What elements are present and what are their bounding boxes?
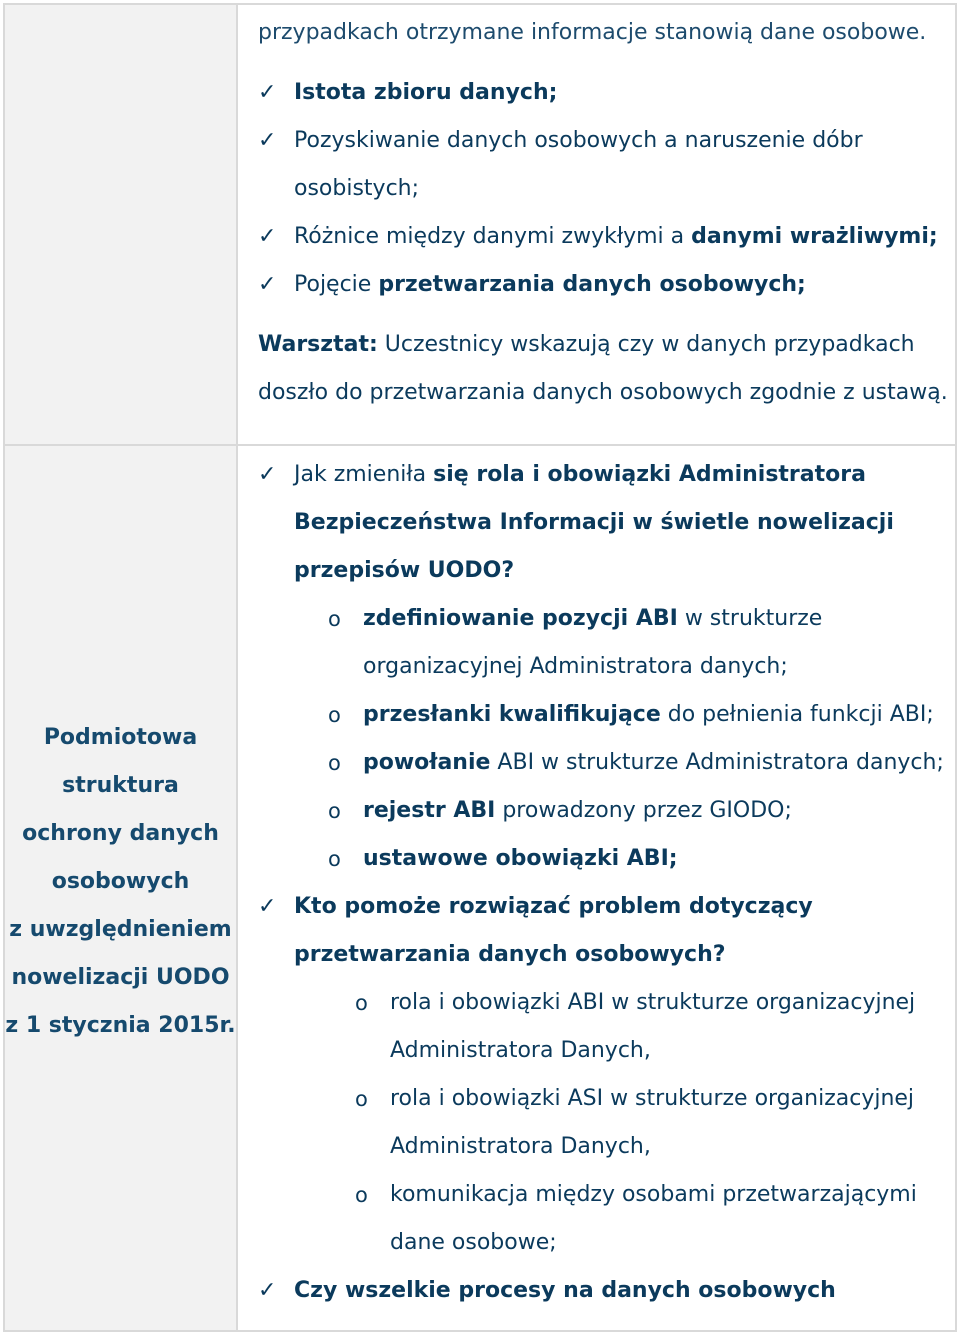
subitem-communication-line1: komunikacja między osobami przetwarzającymi [390, 1182, 917, 1207]
topic-acquisition-line2: osobistych; [294, 176, 420, 201]
sidebar-title-line: struktura [62, 773, 179, 798]
subitem-communication-line2: dane osobowe; [390, 1230, 557, 1255]
table-cell-left-top [3, 3, 238, 446]
check-icon: ✓ [258, 80, 277, 105]
subitem-asi-role-line1: rola i obowiązki ASI w strukturze organizacyjnej [390, 1086, 915, 1111]
subitem-definition-cont: organizacyjnej Administratora danych; [363, 654, 788, 679]
subitem-asi-role-line2: Administratora Danych, [390, 1134, 651, 1159]
question1-line1: Jak zmieniła się rola i obowiązki Administratora [294, 462, 866, 487]
question1-line2: Bezpieczeństwa Informacji w świetle nowelizacji [294, 510, 894, 535]
topic-essence: Istota zbioru danych; [294, 80, 558, 105]
circle-bullet-icon: o [328, 799, 341, 823]
circle-bullet-icon: o [328, 607, 341, 631]
intro-tail-text: przypadkach otrzymane informacje stanowią dane osobowe. [258, 20, 927, 45]
topic-differences: Różnice między danymi zwykłymi a danymi wrażliwymi; [294, 224, 938, 249]
circle-bullet-icon: o [328, 847, 341, 871]
topic-processing: Pojęcie przetwarzania danych osobowych; [294, 272, 806, 297]
workshop-line2: doszło do przetwarzania danych osobowych zgodnie z ustawą. [258, 380, 948, 405]
check-icon: ✓ [258, 462, 277, 487]
subitem-definition: zdefiniowanie pozycji ABI w strukturze [363, 606, 823, 631]
check-icon: ✓ [258, 1278, 277, 1303]
question2-line1: Kto pomoże rozwiązać problem dotyczący [294, 894, 813, 919]
sidebar-title-line: nowelizacji UODO [11, 965, 230, 990]
subitem-duties: ustawowe obowiązki ABI; [363, 846, 678, 871]
circle-bullet-icon: o [328, 703, 341, 727]
topic-acquisition-line1: Pozyskiwanie danych osobowych a naruszenie dóbr [294, 128, 863, 153]
workshop-line1: Warsztat: Uczestnicy wskazują czy w danych przypadkach [258, 332, 915, 357]
sidebar-title-line: z uwzględnieniem [9, 917, 232, 942]
sidebar-title-line: Podmiotowa [43, 725, 198, 750]
question1-line3: przepisów UODO? [294, 558, 515, 583]
sidebar-title-line: ochrony danych [22, 821, 219, 846]
subitem-register: rejestr ABI prowadzony przez GIODO; [363, 798, 792, 823]
subitem-qualifications: przesłanki kwalifikujące do pełnienia funkcji ABI; [363, 702, 934, 727]
check-icon: ✓ [258, 894, 277, 919]
subitem-appointment: powołanie ABI w strukturze Administratora danych; [363, 750, 944, 775]
circle-bullet-icon: o [355, 1087, 368, 1111]
circle-bullet-icon: o [328, 751, 341, 775]
subitem-abi-role-line1: rola i obowiązki ABI w strukturze organizacyjnej [390, 990, 916, 1015]
circle-bullet-icon: o [355, 991, 368, 1015]
sidebar-title-line: osobowych [51, 869, 190, 894]
question3: Czy wszelkie procesy na danych osobowych [294, 1278, 836, 1303]
sidebar-title-line: z 1 stycznia 2015r. [5, 1013, 236, 1038]
check-icon: ✓ [258, 128, 277, 153]
check-icon: ✓ [258, 272, 277, 297]
check-icon: ✓ [258, 224, 277, 249]
question2-line2: przetwarzania danych osobowych? [294, 942, 726, 967]
subitem-abi-role-line2: Administratora Danych, [390, 1038, 651, 1063]
circle-bullet-icon: o [355, 1183, 368, 1207]
